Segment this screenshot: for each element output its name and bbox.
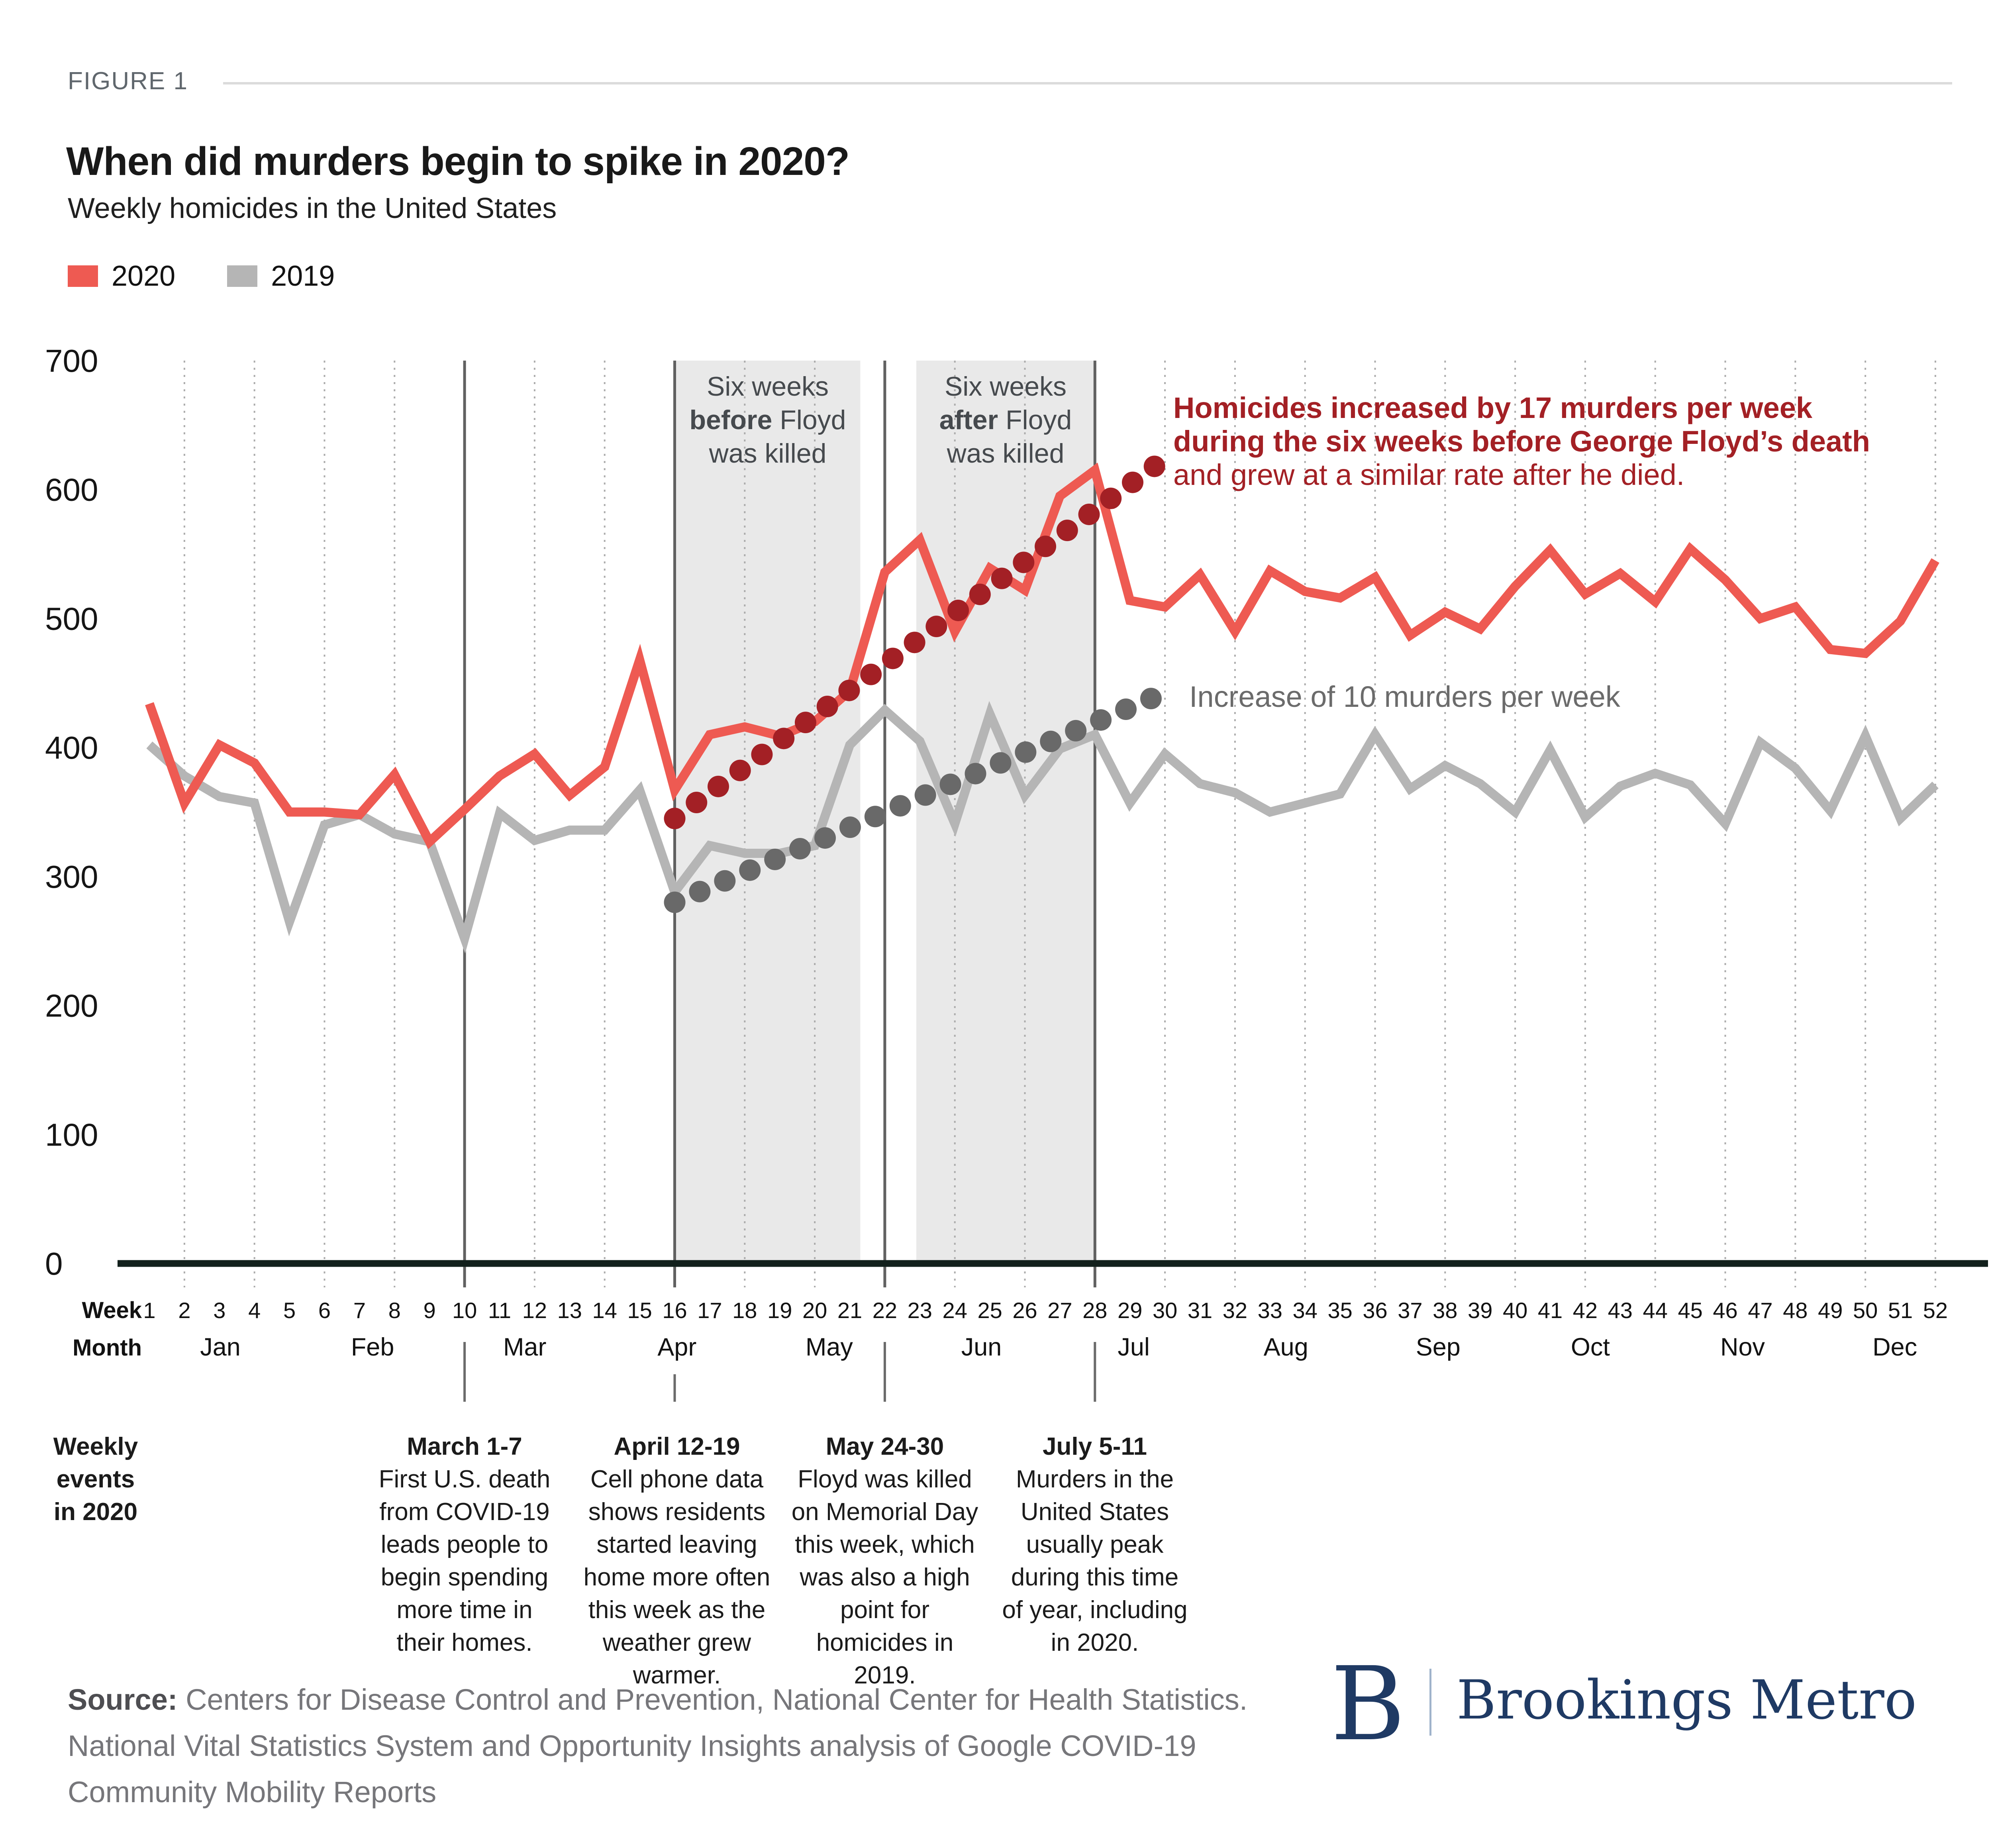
- week-tick-label: 47: [1748, 1298, 1773, 1323]
- annotation-2020-trend: [1173, 391, 1870, 492]
- trend-dot: [940, 773, 961, 795]
- brookings-logo-name: Brookings Metro: [1457, 1669, 1917, 1731]
- source-note: [68, 1677, 1263, 1815]
- annotation-2020-line1: Homicides increased by 17 murders per week: [1173, 391, 1813, 424]
- week-tick-label: 15: [627, 1298, 652, 1323]
- week-tick-label: 37: [1398, 1298, 1423, 1323]
- trend-dot: [1015, 742, 1036, 763]
- trend-dot: [1040, 731, 1061, 752]
- events-header: Weekly events in 2020: [53, 1433, 138, 1526]
- week-tick-label: 23: [907, 1298, 932, 1323]
- week-tick-label: 41: [1537, 1298, 1563, 1323]
- trend-dot: [925, 616, 947, 637]
- figure-label: FIGURE 1: [68, 67, 188, 95]
- week-tick-label: 13: [557, 1298, 582, 1323]
- trend-dot: [764, 849, 786, 870]
- legend-label-2020: 2020: [112, 260, 176, 292]
- week-tick-label: 19: [767, 1298, 792, 1323]
- trend-dot: [814, 827, 836, 849]
- week-tick-label: 50: [1853, 1298, 1878, 1323]
- y-tick-label: 0: [45, 1246, 63, 1281]
- trend-dot: [1140, 688, 1162, 709]
- week-tick-label: 18: [732, 1298, 757, 1323]
- brookings-logo-divider: [1429, 1669, 1431, 1736]
- event-date: May 24-30: [825, 1433, 944, 1460]
- trend-dot: [1090, 709, 1112, 731]
- month-tick-label: May: [805, 1333, 853, 1361]
- trend-dot: [1057, 520, 1078, 541]
- month-tick-label: Feb: [351, 1333, 394, 1361]
- week-tick-label: 46: [1713, 1298, 1738, 1323]
- week-tick-label: 16: [662, 1298, 687, 1323]
- event-date: April 12-19: [614, 1433, 740, 1460]
- y-tick-label: 200: [45, 988, 98, 1024]
- month-tick-label: Apr: [657, 1333, 697, 1361]
- trend-dot: [839, 816, 861, 838]
- legend-label-2019: 2019: [271, 260, 335, 292]
- week-tick-label: 1: [143, 1298, 156, 1323]
- y-tick-label: 100: [45, 1117, 98, 1153]
- trend-dot: [708, 776, 729, 797]
- trend-dot: [969, 584, 991, 605]
- month-tick-label: Jun: [961, 1333, 1002, 1361]
- trend-dot: [714, 870, 735, 892]
- trend-dot: [1035, 536, 1056, 557]
- week-tick-label: 38: [1433, 1298, 1458, 1323]
- month-tick-label: Aug: [1263, 1333, 1308, 1361]
- trend-dot: [817, 696, 838, 717]
- y-tick-label: 400: [45, 730, 98, 766]
- week-tick-label: 24: [942, 1298, 967, 1323]
- week-tick-label: 39: [1468, 1298, 1493, 1323]
- week-tick-label: 35: [1327, 1298, 1353, 1323]
- trend-dot: [915, 784, 936, 806]
- week-tick-label: 49: [1818, 1298, 1843, 1323]
- y-tick-label: 700: [45, 343, 98, 379]
- week-tick-label: 31: [1187, 1298, 1213, 1323]
- month-tick-label: Dec: [1872, 1333, 1917, 1361]
- trend-dot: [664, 808, 686, 829]
- week-tick-label: 6: [318, 1298, 331, 1323]
- week-tick-label: 40: [1502, 1298, 1528, 1323]
- week-tick-label: 29: [1118, 1298, 1143, 1323]
- week-tick-label: 3: [213, 1298, 226, 1323]
- event-april: [583, 1430, 771, 1692]
- week-tick-label: 25: [977, 1298, 1002, 1323]
- month-tick-label: Jan: [200, 1333, 241, 1361]
- trend-dot: [890, 795, 911, 816]
- event-july: [1001, 1430, 1188, 1659]
- week-tick-label: 44: [1643, 1298, 1668, 1323]
- week-tick-label: 51: [1888, 1298, 1913, 1323]
- trend-dot: [689, 881, 710, 902]
- week-tick-label: 5: [283, 1298, 296, 1323]
- week-tick-label: 33: [1257, 1298, 1282, 1323]
- week-axis-label: Week: [82, 1297, 142, 1323]
- annotation-2020-line2: during the six weeks before George Floyd’s death: [1173, 425, 1870, 458]
- trend-dot: [664, 892, 686, 913]
- trend-dot: [965, 763, 986, 785]
- highlight-band: [916, 361, 1095, 1263]
- source-label: Source:: [68, 1683, 178, 1716]
- week-tick-label: 26: [1012, 1298, 1037, 1323]
- week-tick-label: 2: [178, 1298, 191, 1323]
- week-tick-label: 43: [1608, 1298, 1633, 1323]
- week-tick-label: 11: [488, 1298, 512, 1323]
- trend-dot: [1013, 551, 1034, 573]
- week-tick-label: 45: [1678, 1298, 1703, 1323]
- month-tick-label: Oct: [1570, 1333, 1610, 1361]
- trend-dot: [1115, 698, 1137, 720]
- trend-dot: [990, 752, 1011, 774]
- trend-dot: [751, 744, 772, 765]
- event-text: Floyd was killed on Memorial Day this week, which was also a high point for homicides in 2019.: [791, 1465, 978, 1689]
- week-tick-label: 27: [1047, 1298, 1072, 1323]
- band-label-after-floyd: Six weeks after Floyd was killed: [939, 371, 1072, 469]
- trend-dot: [795, 712, 816, 733]
- page-subtitle: Weekly homicides in the United States: [68, 192, 557, 224]
- month-axis-label: Month: [73, 1335, 142, 1361]
- trend-dot: [773, 728, 794, 749]
- page-title: When did murders begin to spike in 2020?: [66, 139, 849, 184]
- event-text: Murders in the United States usually peak during this time of year, including in 2020.: [1002, 1465, 1188, 1656]
- trend-dot: [729, 760, 751, 781]
- month-tick-label: Mar: [503, 1333, 547, 1361]
- trend-dot: [1144, 455, 1165, 477]
- week-tick-label: 10: [452, 1298, 477, 1323]
- annotation-2019-trend: Increase of 10 murders per week: [1189, 680, 1620, 713]
- trend-dot: [904, 632, 925, 653]
- week-tick-label: 17: [697, 1298, 722, 1323]
- month-tick-label: Nov: [1720, 1333, 1765, 1361]
- week-tick-label: 9: [423, 1298, 436, 1323]
- week-tick-label: 48: [1783, 1298, 1808, 1323]
- month-tick-label: Jul: [1118, 1333, 1150, 1361]
- trend-dot: [865, 806, 886, 827]
- week-tick-label: 42: [1572, 1298, 1598, 1323]
- annotation-2020-line3: and grew at a similar rate after he died.: [1173, 458, 1685, 491]
- week-tick-label: 4: [248, 1298, 261, 1323]
- highlight-band: [675, 361, 861, 1263]
- trend-dot: [947, 600, 969, 621]
- event-date: July 5-11: [1043, 1433, 1147, 1460]
- y-tick-label: 600: [45, 472, 98, 508]
- trend-dot: [1122, 472, 1143, 493]
- trend-dot: [838, 680, 860, 701]
- trend-dot: [789, 838, 811, 859]
- week-tick-label: 30: [1152, 1298, 1178, 1323]
- trend-dot: [991, 568, 1013, 589]
- trend-dot: [1100, 488, 1121, 509]
- brookings-logo-mark: B: [1331, 1645, 1406, 1764]
- event-date: March 1-7: [407, 1433, 522, 1460]
- event-may: [791, 1430, 978, 1692]
- week-tick-label: 52: [1923, 1298, 1948, 1323]
- trend-dot: [860, 664, 882, 685]
- event-text: First U.S. death from COVID-19 leads people to begin spending more time in their homes.: [378, 1465, 551, 1656]
- week-tick-label: 34: [1292, 1298, 1318, 1323]
- week-tick-label: 7: [353, 1298, 366, 1323]
- week-tick-label: 32: [1222, 1298, 1248, 1323]
- week-tick-label: 12: [522, 1298, 547, 1323]
- trend-dot: [739, 859, 761, 881]
- week-tick-label: 8: [388, 1298, 401, 1323]
- week-tick-label: 20: [802, 1298, 827, 1323]
- y-tick-label: 300: [45, 859, 98, 895]
- trend-dot: [882, 647, 904, 669]
- week-tick-label: 21: [837, 1298, 863, 1323]
- week-tick-label: 36: [1363, 1298, 1388, 1323]
- band-label-before-floyd: Six weeks before Floyd was killed: [689, 371, 846, 469]
- event-text: Cell phone data shows residents started leaving home more often this week as the weather grew warmer.: [583, 1465, 771, 1689]
- week-tick-label: 22: [872, 1298, 898, 1323]
- event-march: [371, 1430, 558, 1659]
- week-tick-label: 28: [1082, 1298, 1108, 1323]
- week-tick-label: 14: [592, 1298, 617, 1323]
- month-tick-label: Sep: [1416, 1333, 1461, 1361]
- y-tick-label: 500: [45, 601, 98, 637]
- trend-dot: [1078, 504, 1100, 525]
- source-text: Centers for Disease Control and Prevention, National Center for Health Statistics. National Vital Statistics System and Opportunity Insights analysis of Google COVID-19 Community Mobility Reports: [68, 1683, 1248, 1809]
- trend-dot: [686, 792, 707, 813]
- trend-dot: [1065, 720, 1086, 742]
